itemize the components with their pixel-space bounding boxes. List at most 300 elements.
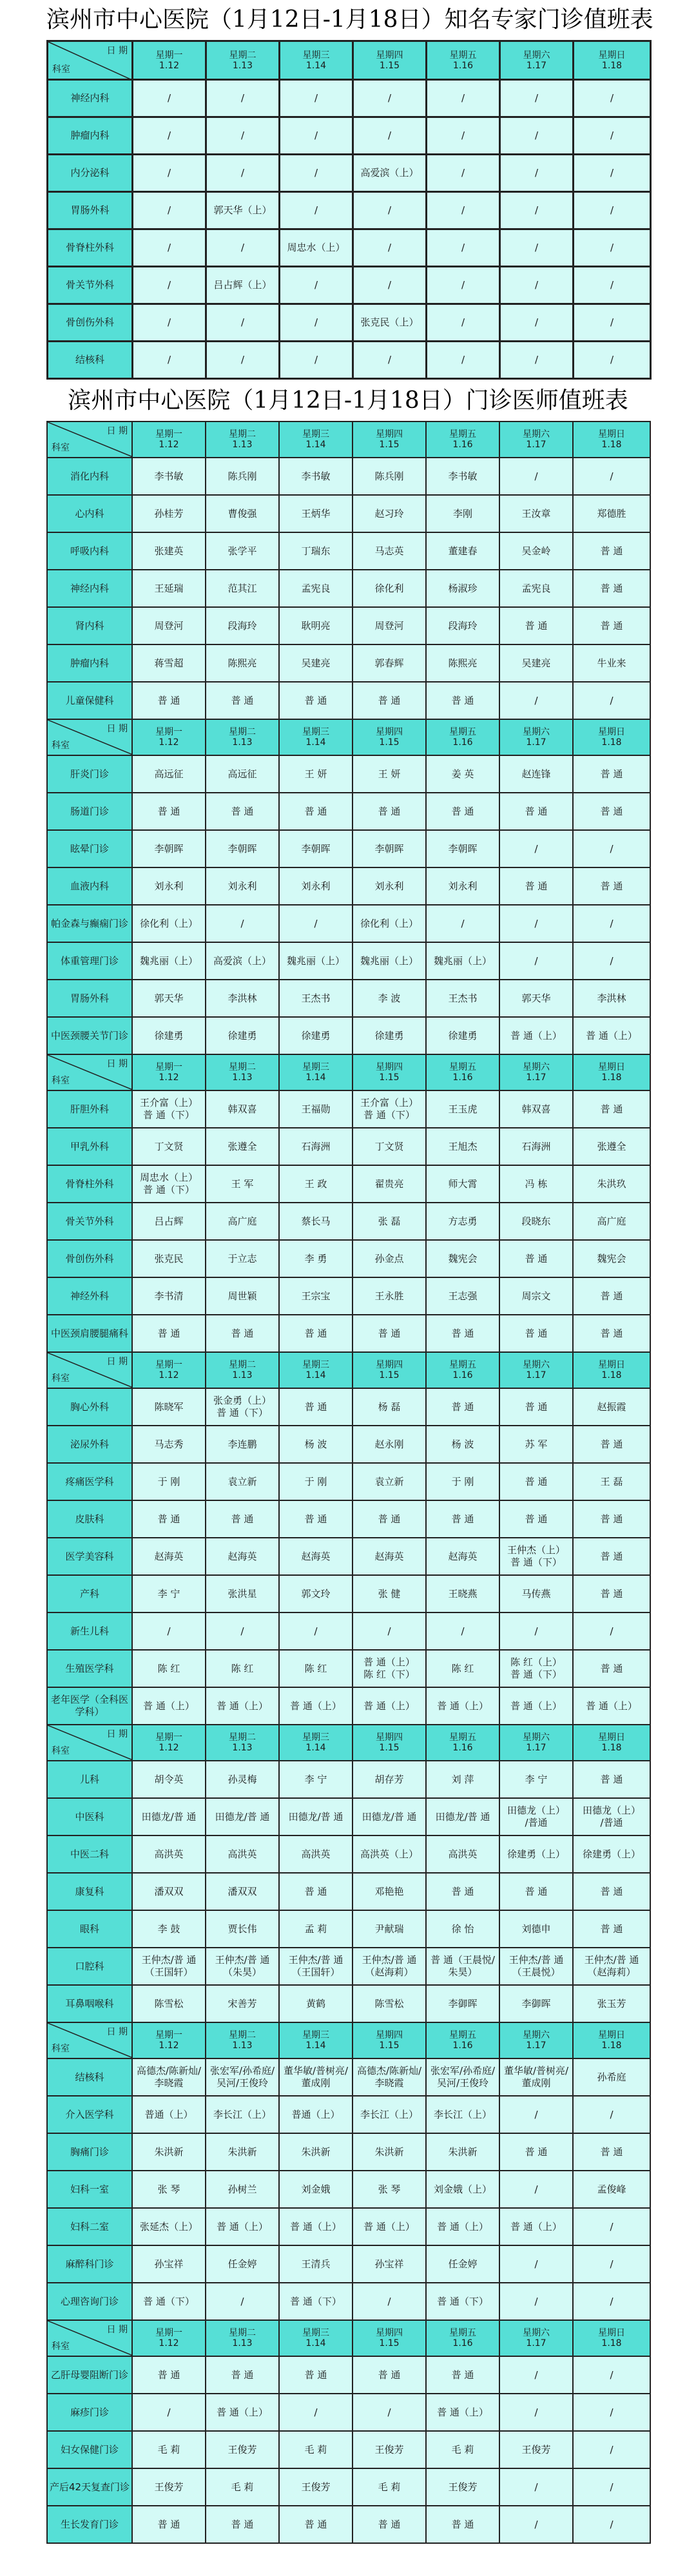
cell-text: 朱洪新 — [154, 2145, 184, 2158]
cell-text: 体重管理门诊 — [60, 954, 119, 967]
cell-text: 胡存芳 — [374, 1773, 404, 1785]
cell-text: / — [167, 279, 171, 291]
cell-text: / — [314, 204, 318, 216]
cell-text: 李书敏 — [448, 470, 478, 482]
day-name: 星期一 — [155, 727, 182, 737]
cell-text: / — [387, 279, 392, 291]
cell-text: 普 通 — [451, 1327, 474, 1339]
table-row — [48, 117, 651, 155]
cell-text: 普 通（下） — [510, 1669, 562, 1680]
table-row — [47, 1835, 650, 1873]
table-row — [47, 1315, 650, 1352]
schedule-cell — [279, 607, 353, 644]
schedule-cell — [499, 1426, 573, 1463]
schedule-cell — [574, 192, 651, 229]
schedule-cell — [499, 2058, 573, 2096]
dept-cell — [47, 1687, 132, 1725]
day-date: 1.18 — [601, 1743, 622, 1753]
schedule-cell — [427, 155, 500, 192]
schedule-cell — [426, 644, 499, 682]
schedule-cell — [279, 2171, 353, 2208]
cell-text: 神经内科 — [70, 582, 109, 594]
schedule-cell — [206, 1612, 279, 1650]
cell-text: 袁立新 — [227, 1475, 257, 1487]
cell-text: 李朝晖 — [448, 842, 478, 855]
cell-text: 普 通（上） — [217, 1700, 268, 1712]
corner-cell — [47, 2022, 132, 2058]
dept-cell — [48, 117, 133, 155]
cell-text: 普 通（上） — [586, 1700, 637, 1712]
schedule-cell — [499, 2431, 573, 2468]
schedule-cell — [279, 1017, 353, 1054]
dept-cell — [47, 1835, 132, 1873]
day-header — [353, 1352, 426, 1388]
schedule-cell — [427, 304, 500, 342]
cell-text: 妇科二室 — [70, 2220, 109, 2232]
cell-text: 魏兆丽（上） — [433, 954, 492, 967]
table-row — [47, 495, 650, 532]
schedule-cell — [132, 1463, 206, 1500]
cell-text: 徐化利（上） — [139, 917, 198, 929]
cell-text: 普 通（下） — [143, 1109, 195, 1121]
day-name: 星期四 — [376, 1360, 403, 1370]
clinic-title: 滨州市中心医院（1月12日-1月18日）门诊医师值班表 — [68, 387, 628, 414]
cell-text: 肝胆外科 — [70, 1103, 109, 1115]
day-name: 星期三 — [302, 429, 329, 440]
cell-text: / — [610, 2406, 614, 2418]
corner-date-label: 日 期 — [106, 2027, 128, 2037]
day-header — [206, 2022, 279, 2058]
schedule-cell — [499, 1687, 573, 1725]
schedule-cell — [132, 532, 206, 570]
schedule-cell — [353, 2356, 426, 2394]
schedule-cell — [426, 1538, 499, 1575]
schedule-cell — [573, 2245, 650, 2283]
cell-text: / — [534, 954, 538, 967]
schedule-cell — [279, 570, 353, 607]
cell-text: / — [610, 279, 614, 291]
day-date: 1.14 — [305, 2338, 326, 2348]
schedule-cell — [426, 1500, 499, 1538]
dept-cell — [47, 532, 132, 570]
dept-cell — [47, 1388, 132, 1426]
cell-text: 曹俊强 — [227, 507, 257, 519]
cell-text: 赵海英 — [374, 1550, 404, 1562]
schedule-cell — [499, 532, 573, 570]
day-date: 1.14 — [305, 1743, 326, 1753]
cell-text: / — [167, 92, 171, 104]
schedule-cell — [426, 1017, 499, 1054]
cell-text: 消化内科 — [70, 470, 109, 482]
schedule-cell — [499, 2506, 573, 2543]
cell-text: / — [534, 354, 539, 365]
schedule-cell — [499, 1388, 573, 1426]
schedule-cell — [499, 1538, 573, 1575]
corner-date-label: 日 期 — [106, 724, 128, 734]
day-header — [426, 1725, 499, 1761]
cell-text: / — [534, 242, 539, 253]
cell-text: 郭天华 — [154, 992, 184, 1004]
cell-text: 医学美容科 — [65, 1550, 114, 1562]
cell-text: / — [610, 2258, 614, 2270]
cell-text: 徐建勇 — [374, 1029, 404, 1041]
day-date: 1.14 — [305, 1072, 326, 1083]
cell-text: 胡令英 — [154, 1773, 184, 1785]
dept-cell — [47, 2171, 132, 2208]
cell-text: 产后42天复查门诊 — [49, 2481, 130, 2493]
schedule-cell — [499, 942, 573, 980]
day-name: 星期一 — [155, 1360, 182, 1370]
table-row — [47, 2096, 650, 2133]
cell-text: 毛 莉 — [231, 2481, 254, 2493]
schedule-cell — [206, 1835, 279, 1873]
cell-text: 张学平 — [227, 545, 257, 557]
cell-text: 张克民 — [154, 1252, 184, 1264]
cell-text: / — [240, 316, 245, 328]
schedule-cell — [206, 1985, 279, 2022]
schedule-cell — [132, 1165, 206, 1203]
cell-text: 普 通 — [231, 1327, 254, 1339]
schedule-cell — [279, 1910, 353, 1948]
cell-text: 陈兵刚 — [227, 470, 257, 482]
schedule-cell — [132, 1277, 206, 1315]
day-name: 星期五 — [449, 2328, 476, 2338]
cell-text: 周宗文 — [521, 1290, 551, 1302]
table-row — [47, 2431, 650, 2468]
cell-text: 孙桂芳 — [154, 507, 184, 519]
schedule-cell — [499, 1985, 573, 2022]
schedule-cell — [279, 682, 353, 719]
corner-dept-label: 科室 — [52, 443, 70, 453]
table-row — [47, 867, 650, 905]
day-header — [353, 41, 427, 80]
cell-text: / — [387, 2406, 391, 2418]
cell-text: / — [461, 204, 465, 216]
schedule-cell — [206, 1463, 279, 1500]
schedule-cell — [132, 1798, 206, 1835]
schedule-cell — [426, 495, 499, 532]
schedule-cell — [353, 2058, 426, 2096]
cell-text: 王永胜 — [374, 1290, 404, 1302]
cell-text: 王旭杰 — [448, 1140, 478, 1152]
cell-text: 普 通 — [600, 1103, 623, 1115]
cell-text: 普 通 — [600, 880, 623, 892]
day-header — [279, 2022, 353, 2058]
schedule-cell — [279, 2394, 353, 2431]
dept-cell — [47, 1315, 132, 1352]
table-row — [47, 2245, 650, 2283]
dept-cell — [47, 2208, 132, 2245]
dept-cell — [47, 1017, 132, 1054]
schedule-cell — [500, 80, 574, 117]
schedule-cell — [279, 830, 353, 867]
table-row — [47, 1873, 650, 1910]
cell-text: 王汝章 — [521, 507, 551, 519]
cell-text: 孙树兰 — [227, 2183, 257, 2195]
schedule-cell — [279, 2506, 353, 2543]
schedule-cell — [206, 1500, 279, 1538]
schedule-cell — [499, 644, 573, 682]
header-row — [47, 1352, 650, 1388]
day-date: 1.17 — [526, 1370, 546, 1380]
day-date: 1.14 — [305, 60, 327, 71]
cell-text: 普 通 — [600, 1290, 623, 1302]
cell-text: 神经外科 — [70, 1290, 109, 1302]
day-header — [132, 1352, 206, 1388]
schedule-cell — [206, 1277, 279, 1315]
schedule-cell — [353, 1426, 426, 1463]
cell-text: / — [167, 1625, 171, 1637]
dept-cell — [47, 1240, 132, 1277]
cell-text: 肠道门诊 — [70, 805, 109, 817]
day-header — [206, 1725, 279, 1761]
schedule-cell — [279, 1463, 353, 1500]
cell-text: / — [534, 2368, 538, 2381]
day-date: 1.14 — [305, 440, 326, 450]
corner-cell — [47, 421, 132, 458]
schedule-cell — [206, 2356, 279, 2394]
cell-text: 普 通（下） — [143, 1184, 195, 1196]
schedule-cell — [353, 1761, 426, 1798]
dept-cell — [47, 1426, 132, 1463]
cell-text: 生长发育门诊 — [60, 2518, 119, 2530]
cell-text: 普 通 — [304, 1885, 327, 1897]
schedule-cell — [206, 229, 280, 267]
cell-text: / — [461, 316, 465, 328]
cell-text: / — [314, 92, 318, 104]
cell-text: 王 政 — [304, 1177, 327, 1190]
cell-text: 张宏军/孙希庭/吴河/王俊玲 — [430, 2065, 496, 2089]
dept-cell — [47, 1090, 132, 1128]
schedule-cell — [353, 2171, 426, 2208]
cell-text: 普 通 — [600, 1438, 623, 1450]
day-name: 星期三 — [302, 727, 329, 737]
cell-text: 张宏军/孙希庭/吴河/王俊玲 — [209, 2065, 275, 2089]
day-name: 星期一 — [155, 2328, 182, 2338]
schedule-cell — [426, 2171, 499, 2208]
dept-cell — [47, 2506, 132, 2543]
day-header — [573, 719, 650, 755]
dept-cell — [47, 644, 132, 682]
schedule-cell — [280, 304, 353, 342]
header-row — [47, 1725, 650, 1761]
schedule-cell — [426, 2096, 499, 2133]
cell-text: 普通（上） — [144, 2108, 193, 2120]
cell-text: 普 通（上） — [363, 1656, 415, 1668]
cell-text: 普 通（上） — [217, 2220, 268, 2232]
cell-text: 普 通 — [304, 1400, 327, 1413]
schedule-cell — [353, 1203, 426, 1240]
cell-text: 郭天华（上） — [213, 204, 272, 216]
dept-cell — [47, 1798, 132, 1835]
schedule-cell — [573, 1203, 650, 1240]
schedule-cell — [132, 1017, 206, 1054]
day-name: 星期四 — [376, 429, 403, 440]
cell-text: 骨创伤外科 — [65, 316, 114, 328]
cell-text: 周登河 — [374, 619, 404, 632]
day-name: 星期日 — [598, 2328, 625, 2338]
cell-text: 普 通 — [525, 1513, 548, 1525]
cell-text: 生殖医学科 — [65, 1662, 114, 1674]
schedule-cell — [132, 2356, 206, 2394]
day-name: 星期四 — [376, 727, 403, 737]
schedule-cell — [132, 830, 206, 867]
cell-text: 张遵全 — [597, 1140, 626, 1152]
cell-text: 李 宁 — [525, 1773, 548, 1785]
cell-text: 李朝晖 — [301, 842, 331, 855]
cell-text: / — [314, 354, 318, 365]
day-header — [353, 421, 426, 458]
schedule-cell — [279, 1500, 353, 1538]
schedule-cell — [279, 1948, 353, 1985]
schedule-cell — [132, 2096, 206, 2133]
cell-text: 普 通 — [157, 2518, 180, 2530]
cell-text: 刘金娥（上） — [433, 2183, 492, 2195]
schedule-cell — [353, 1948, 426, 1985]
cell-text: 王志强 — [448, 1290, 478, 1302]
cell-text: 田德龙/普 通 — [141, 1810, 197, 1823]
schedule-cell — [279, 1835, 353, 1873]
table-row — [47, 1538, 650, 1575]
cell-text: 普 通 — [525, 1885, 548, 1897]
day-date: 1.12 — [159, 1743, 179, 1753]
cell-text: / — [167, 167, 171, 179]
cell-text: 骨脊柱外科 — [65, 1177, 114, 1190]
cell-text: / — [240, 167, 245, 179]
schedule-cell — [279, 495, 353, 532]
day-name: 星期四 — [376, 1732, 403, 1743]
cell-text: 张金勇（上） — [213, 1395, 271, 1406]
schedule-cell — [426, 2468, 499, 2506]
corner-dept-label: 科室 — [52, 1373, 70, 1384]
cell-text: 王 妍 — [304, 768, 327, 780]
schedule-cell — [132, 1128, 206, 1165]
schedule-cell — [573, 2468, 650, 2506]
dept-cell — [47, 1128, 132, 1165]
day-header — [426, 2022, 499, 2058]
day-name: 星期二 — [229, 2030, 256, 2040]
day-name: 星期五 — [449, 1732, 476, 1743]
cell-text: / — [610, 242, 614, 253]
cell-text: 赵海英 — [301, 1550, 331, 1562]
cell-text: 孟俊峰 — [597, 2183, 626, 2195]
day-date: 1.15 — [379, 60, 400, 71]
schedule-cell — [353, 980, 426, 1017]
day-date: 1.12 — [159, 737, 179, 748]
table-row — [47, 1798, 650, 1835]
dept-cell — [47, 2431, 132, 2468]
schedule-cell — [426, 1985, 499, 2022]
cell-text: 郭天华 — [521, 992, 551, 1004]
schedule-cell — [499, 2208, 573, 2245]
day-header — [573, 2022, 650, 2058]
cell-text: 于 刚 — [304, 1475, 327, 1487]
schedule-cell — [426, 1463, 499, 1500]
cell-text: / — [461, 917, 465, 929]
table-row — [47, 1165, 650, 1203]
cell-text: 王 军 — [231, 1177, 254, 1190]
schedule-cell — [279, 755, 353, 793]
day-date: 1.18 — [601, 1370, 622, 1380]
schedule-cell — [279, 1203, 353, 1240]
day-date: 1.13 — [232, 2040, 253, 2051]
schedule-cell — [353, 1687, 426, 1725]
schedule-cell — [573, 1575, 650, 1612]
cell-text: 李长江（上） — [433, 2108, 492, 2120]
cell-text: 王仲杰/普 通（王晨悦） — [508, 1954, 564, 1978]
cell-text: / — [610, 2220, 614, 2232]
day-header — [206, 719, 279, 755]
day-header — [132, 2320, 206, 2356]
schedule-cell — [426, 570, 499, 607]
cell-text: / — [610, 954, 614, 967]
day-name: 星期一 — [155, 2030, 182, 2040]
schedule-cell — [574, 304, 651, 342]
cell-text: 普 通 — [600, 1587, 623, 1600]
schedule-cell — [279, 1240, 353, 1277]
cell-text: 石海洲 — [301, 1140, 331, 1152]
schedule-cell — [206, 1017, 279, 1054]
day-date: 1.16 — [452, 2040, 473, 2051]
day-date: 1.17 — [526, 2040, 546, 2051]
cell-text: 石海洲 — [521, 1140, 551, 1152]
schedule-cell — [573, 793, 650, 830]
schedule-cell — [574, 117, 651, 155]
schedule-cell — [206, 1426, 279, 1463]
schedule-cell — [279, 942, 353, 980]
cell-text: / — [314, 130, 318, 141]
schedule-cell — [353, 570, 426, 607]
schedule-cell — [206, 2058, 279, 2096]
cell-text: 耳鼻咽喉科 — [65, 1997, 114, 2009]
schedule-cell — [499, 2394, 573, 2431]
cell-text: 普 通（上） — [290, 2220, 342, 2232]
day-header — [573, 421, 650, 458]
schedule-cell — [279, 1761, 353, 1798]
schedule-cell — [206, 867, 279, 905]
schedule-cell — [574, 267, 651, 304]
schedule-cell — [133, 267, 206, 304]
schedule-cell — [279, 2208, 353, 2245]
table-row — [47, 532, 650, 570]
schedule-cell — [574, 80, 651, 117]
cell-text: 毛 莉 — [378, 2481, 401, 2493]
schedule-cell — [206, 2506, 279, 2543]
cell-text: 高洪英 — [154, 1848, 184, 1860]
day-name: 星期三 — [302, 2328, 329, 2338]
schedule-cell — [279, 1650, 353, 1687]
schedule-cell — [206, 342, 280, 379]
day-date: 1.17 — [526, 1072, 546, 1083]
expert-schedule-table — [46, 40, 652, 380]
day-date: 1.12 — [159, 2338, 179, 2348]
schedule-cell — [353, 532, 426, 570]
schedule-cell — [353, 1650, 426, 1687]
dept-cell — [47, 495, 132, 532]
cell-text: 张洪星 — [227, 1587, 257, 1600]
cell-text: 普 通 — [231, 2368, 254, 2381]
cell-text: 李朝晖 — [374, 842, 404, 855]
day-date: 1.13 — [232, 737, 253, 748]
schedule-cell — [353, 867, 426, 905]
schedule-cell — [573, 1128, 650, 1165]
day-date: 1.12 — [159, 2040, 179, 2051]
cell-text: 李刚 — [452, 507, 472, 519]
cell-text: /普通 — [525, 1817, 548, 1828]
dept-cell — [47, 980, 132, 1017]
cell-text: / — [610, 1625, 614, 1637]
cell-text: 介入医学科 — [65, 2108, 114, 2120]
